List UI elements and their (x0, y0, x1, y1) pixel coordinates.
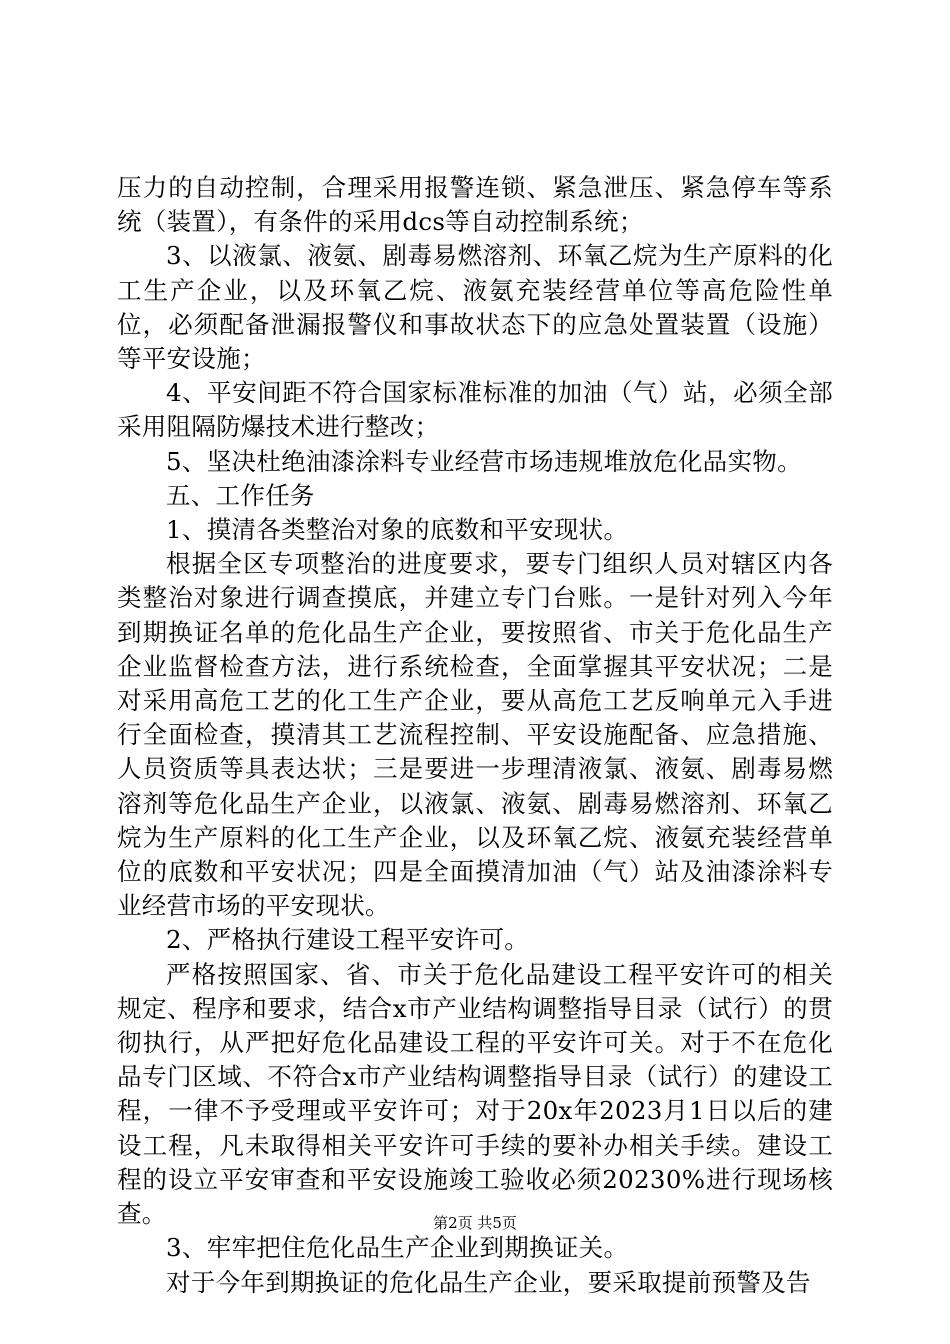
paragraph-7: 根据全区专项整治的进度要求，要专门组织人员对辖区内各类整治对象进行调查摸底，并建立专门台账。一是针对列入今年到期换证名单的危化品生产企业，要按照省、市关于危化品生产企业监督检查方法，进行系统检查，全面掌握其平安状况；二是对采用高危工艺的化工生产企业，要从高危工艺反响单元入手进行全面检查，摸清其工艺流程控制、平安设施配备、应急措施、人员资质等具表达状；三是要进一步理清液氯、液氨、剧毒易燃溶剂等危化品生产企业，以液氯、液氨、剧毒易燃溶剂、环氧乙烷为生产原料的化工生产企业，以及环氧乙烷、液氨充装经营单位的底数和平安状况；四是全面摸清加油（气）站及油漆涂料专业经营市场的平安现状。 (117, 549, 833, 921)
section-heading: 五、工作任务 (166, 480, 315, 510)
document-body (117, 171, 833, 1300)
paragraph-2: 3、以液氯、液氨、剧毒易燃溶剂、环氧乙烷为生产原料的化工生产企业，以及环氧乙烷、液氨充装经营单位等高危险性单位，必须配备泄漏报警仪和事故状态下的应急处置装置（设施）等平安设施； (117, 241, 833, 374)
paragraph-11: 对于今年到期换证的危化品生产企业，要采取提前预警及告 (166, 1267, 811, 1297)
paragraph-9: 严格按照国家、省、市关于危化品建设工程平安许可的相关规定、程序和要求，结合x市产业结构调整指导目录（试行）的贯彻执行，从严把好危化品建设工程的平安许可关。对于不在危化品专门区域、不符合x市产业结构调整指导目录（试行）的建设工程，一律不予受理或平安许可；对于20x年2023月1日以后的建设工程，凡未取得相关平安许可手续的要补办相关手续。建设工程的设立平安审查和平安设施竣工验收必须20230%进行现场核查。 (117, 959, 833, 1229)
task-heading-3: 3、牢牢把住危化品生产企业到期换证关。 (166, 1233, 629, 1263)
paragraph-3: 4、平安间距不符合国家标准标准的加油（气）站，必须全部采用阻隔防爆技术进行整改； (117, 378, 833, 442)
paragraph-1: 压力的自动控制，合理采用报警连锁、紧急泄压、紧急停车等系统（装置），有条件的采用dcs等自动控制系统； (117, 173, 833, 237)
task-heading-2: 2、严格执行建设工程平安许可。 (166, 925, 530, 955)
page-number-footer: 第2页 共5页 (433, 1214, 517, 1232)
task-heading-1: 1、摸清各类整治对象的底数和平安现状。 (166, 515, 629, 545)
paragraph-4: 5、坚决杜绝油漆涂料专业经营市场违规堆放危化品实物。 (166, 446, 802, 476)
